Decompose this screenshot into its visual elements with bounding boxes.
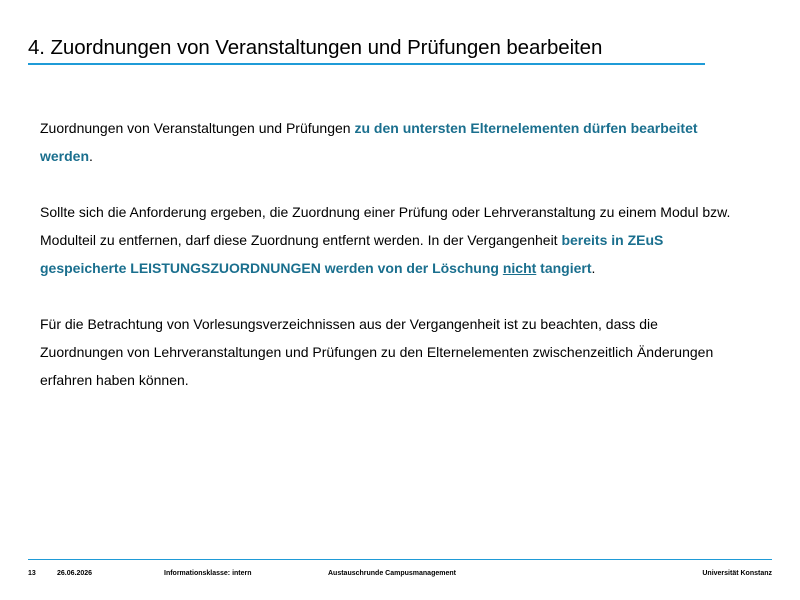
slide-title: 4. Zuordnungen von Veranstaltungen und Prüfungen bearbeiten (28, 36, 603, 59)
paragraph-2-segment-4: tangiert (536, 260, 592, 276)
footer-date: 26.06.2026 (57, 570, 93, 577)
paragraph-1-segment-1: Zuordnungen von Veranstaltungen und Prüfungen (40, 120, 355, 136)
footer-university: Universität Konstanz (702, 570, 772, 577)
paragraph-2-segment-5: . (591, 260, 596, 276)
paragraph-3-segment-1: Für die Betrachtung von Vorlesungsverzeichnissen aus der Vergangenheit ist zu beachten, dass die Zuordnungen von Lehrveranstaltungen und Prüfungen zu den Elternelementen zwischenzeitlich Änderungen erfahren haben können. (40, 316, 714, 388)
paragraph-1 (40, 114, 740, 170)
paragraph-2-segment-1: Sollte sich die Anforderung ergeben, die Zuordnung einer Prüfung oder Lehrveranstaltung zu einem Modul bzw. Modulteil zu entfernen, darf diese Zuordnung entfernt werden. In der Vergangenheit (40, 204, 731, 248)
paragraph-1-segment-2: zu den untersten Elternelementen dürfen bearbeitet werden (40, 120, 698, 164)
footer-project: Austauschrunde Campusmanagement (328, 570, 456, 577)
footer-rule (28, 559, 772, 560)
footer-classification: Informationsklasse: intern (164, 570, 252, 577)
paragraph-3 (40, 310, 740, 394)
title-underline-rule (28, 63, 705, 65)
slide-content (40, 114, 740, 422)
paragraph-2-segment-2: bereits in ZEuS gespeicherte LEISTUNGSZUORDNUNGEN werden von der Löschung (40, 232, 664, 276)
paragraph-2-segment-3: nicht (502, 260, 537, 276)
paragraph-2 (40, 198, 740, 282)
footer-page-number: 13 (28, 570, 36, 577)
paragraph-1-segment-3: . (89, 148, 93, 164)
